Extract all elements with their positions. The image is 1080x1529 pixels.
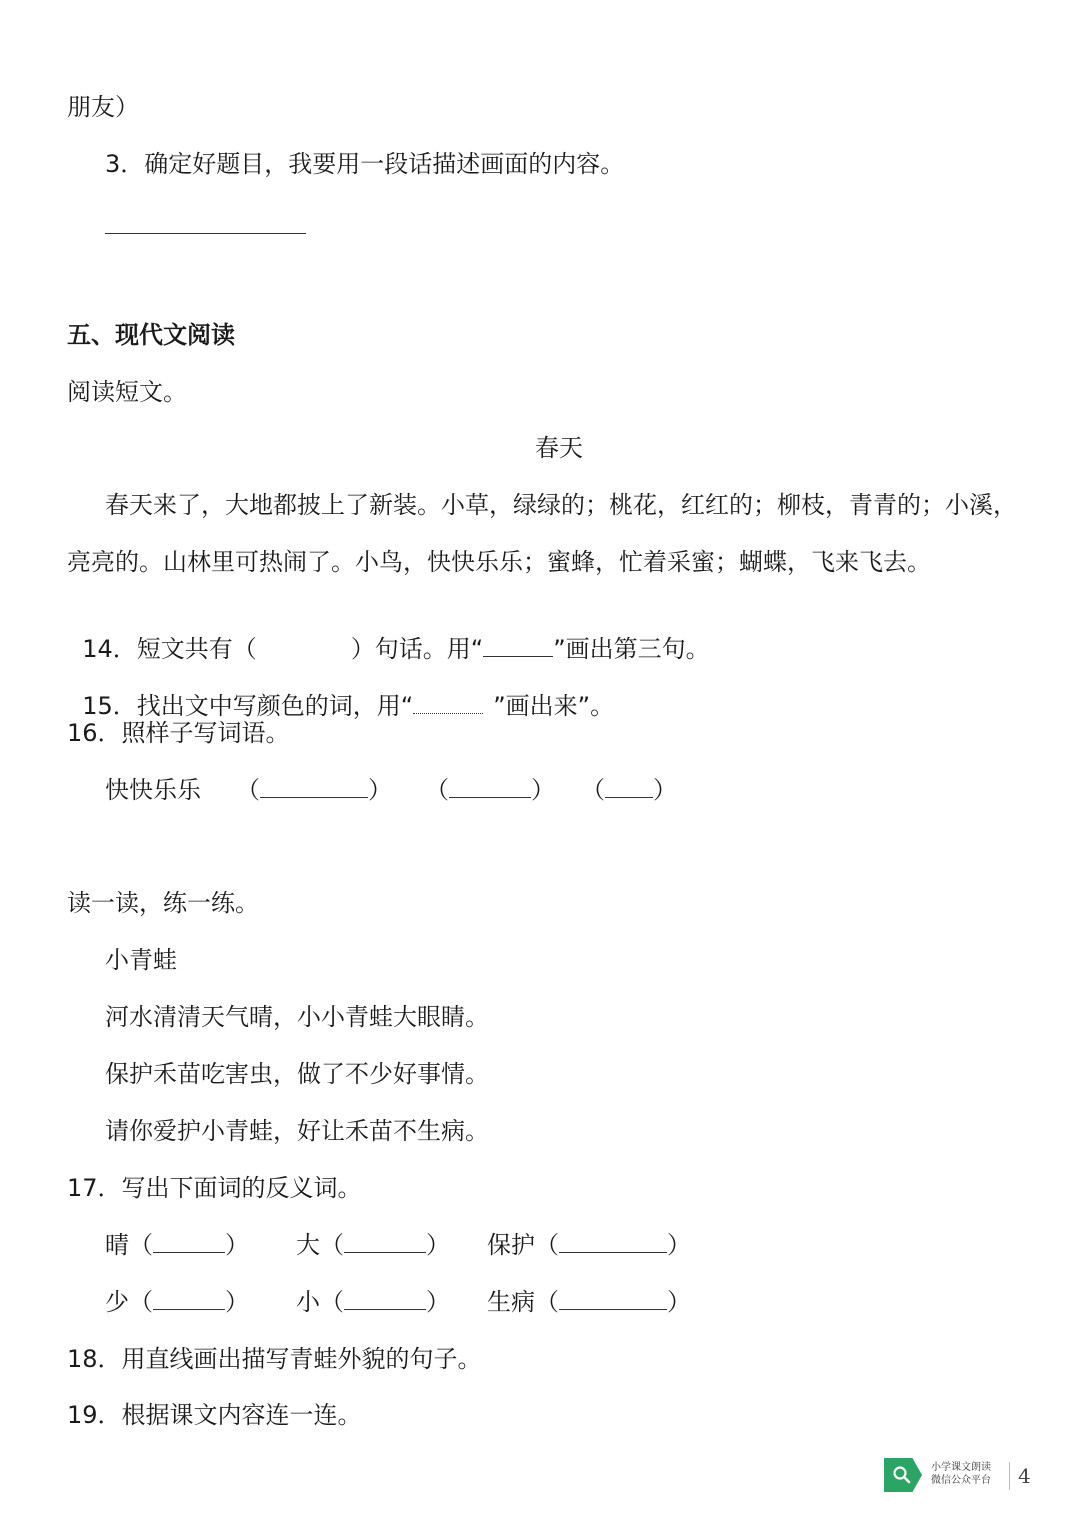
answer-blank[interactable] [344,1287,426,1310]
antonym-item: 生病（ ） [487,1288,691,1316]
q16-answer-2[interactable]: （ ） [425,776,555,804]
question-16: 16．照样子写词语。 [67,719,290,747]
poem-line-1: 河水清清天气晴，小小青蛙大眼睛。 [105,1003,489,1031]
section-heading: 五、现代文阅读 [67,321,235,349]
answer-blank[interactable] [153,1230,225,1253]
antonym-item: 小（ ） [296,1288,450,1316]
q15-wavy-sample [413,693,483,714]
q14-underline-sample [483,634,553,657]
footer-badge [884,1456,1044,1496]
q14-part-b: ）句话。用“ [350,635,484,663]
q16-answer-1[interactable]: （ ） [236,776,392,804]
antonym-item: 晴（ ） [105,1231,249,1259]
q16-answer-3[interactable]: （ ） [581,776,677,804]
passage-line-2: 亮亮的。山林里可热闹了。小鸟，快快乐乐；蜜蜂，忙着采蜜；蝴蝶，飞来飞去。 [67,548,931,576]
q15-part-b: ”画出来”。 [493,692,615,720]
answer-blank[interactable] [153,1287,225,1310]
passage-line-1: 春天来了，大地都披上了新装。小草，绿绿的；桃花，红红的；柳枝，青青的；小溪， [105,491,1017,519]
answer-blank-line[interactable] [105,233,306,234]
text-line: 朋友） [67,93,139,121]
answer-blank[interactable] [344,1230,426,1253]
question-18: 18．用直线画出描写青蛙外貌的句子。 [67,1345,482,1373]
example-word: 快快乐乐 [105,776,201,804]
search-icon [884,1458,922,1492]
passage-title: 春天 [535,434,583,462]
answer-blank[interactable] [559,1287,667,1310]
answer-blank[interactable] [559,1230,667,1253]
q14-part-a: 14．短文共有（ [82,635,257,663]
antonym-item: 少（ ） [105,1288,249,1316]
poem-title: 小青蛙 [105,946,177,974]
footer-brand-line-2: 微信公众平台 [931,1475,991,1486]
question-14 [67,604,710,664]
instruction: 阅读短文。 [67,378,187,406]
antonym-item: 大（ ） [296,1231,450,1259]
poem-line-3: 请你爱护小青蛙，好让禾苗不生病。 [105,1117,489,1145]
page-number: 4 [1018,1464,1031,1488]
poem-line-2: 保护禾苗吃害虫，做了不少好事情。 [105,1060,489,1088]
instruction: 读一读，练一练。 [67,889,259,917]
q15-part-a: 15．找出文中写颜色的词，用“ [82,692,414,720]
question-19: 19．根据课文内容连一连。 [67,1401,362,1429]
q14-part-c: ”画出第三句。 [553,635,710,663]
question-15 [67,661,614,721]
footer-brand-line-1: 小学课文朗读 [931,1462,991,1473]
antonym-item: 保护（ ） [487,1231,691,1259]
question-17: 17．写出下面词的反义词。 [67,1174,362,1202]
divider [1009,1462,1010,1490]
question-3: 3．确定好题目，我要用一段话描述画面的内容。 [105,150,625,178]
